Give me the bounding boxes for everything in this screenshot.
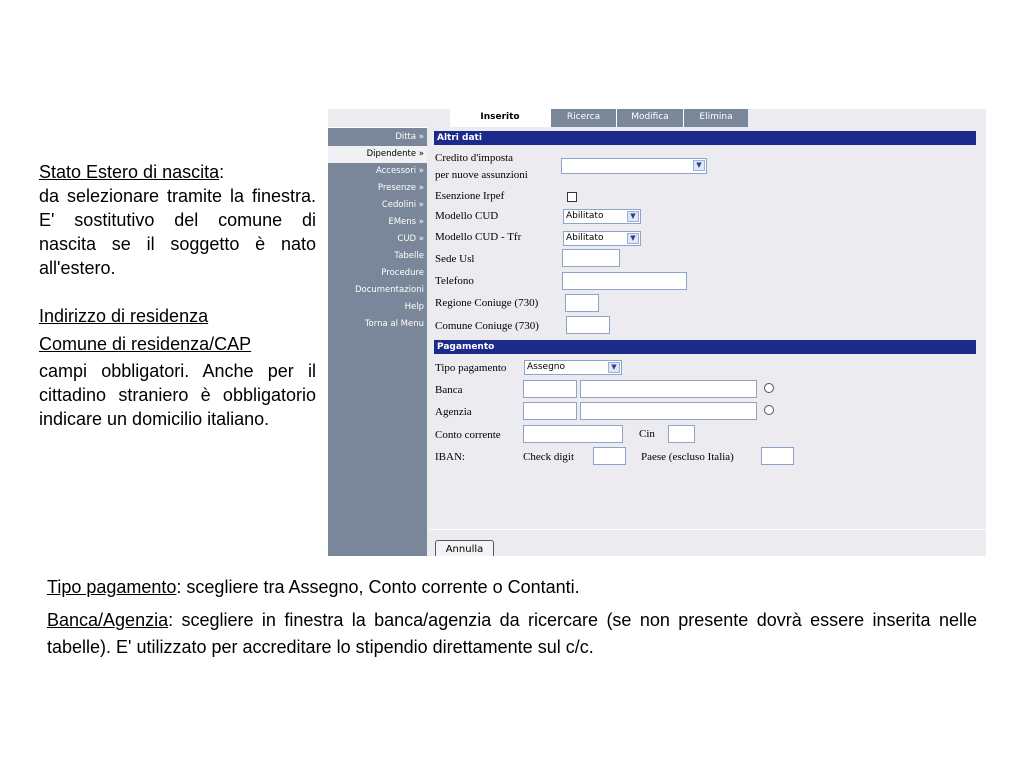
credito-label-line2: per nuove assunzioni bbox=[435, 169, 528, 181]
sidebar-item-presenze[interactable]: Presenze » bbox=[377, 183, 424, 193]
section-pagamento: Pagamento bbox=[434, 340, 976, 354]
sidebar-item-documentazioni[interactable]: Documentazioni bbox=[354, 285, 424, 295]
banca-code-input[interactable] bbox=[523, 380, 577, 398]
chevron-down-icon: ▼ bbox=[693, 160, 705, 171]
banca-title: Banca/Agenzia bbox=[47, 610, 169, 630]
tipo-pagamento-note bbox=[47, 574, 977, 601]
tipo-pagamento-value: Assegno bbox=[527, 362, 565, 372]
telefono-label: Telefono bbox=[435, 275, 474, 287]
tab-bar bbox=[328, 109, 986, 127]
tab-elimina[interactable]: Elimina bbox=[683, 109, 748, 127]
tab-inserito[interactable]: Inserito bbox=[450, 109, 550, 127]
tab-ricerca[interactable]: Ricerca bbox=[550, 109, 616, 127]
regione-coniuge-label: Regione Coniuge (730) bbox=[435, 297, 539, 309]
comune-title: Comune di residenza/CAP bbox=[39, 334, 252, 354]
agenzia-name-input[interactable] bbox=[580, 402, 757, 420]
tipo-title: Tipo pagamento bbox=[47, 577, 177, 597]
paese-input[interactable] bbox=[761, 447, 794, 465]
paese-label: Paese (escluso Italia) bbox=[641, 451, 734, 463]
sede-usl-label: Sede Usl bbox=[435, 253, 475, 265]
sidebar-item-help[interactable]: Help bbox=[404, 302, 424, 312]
agenzia-radio[interactable] bbox=[764, 405, 774, 415]
annulla-button[interactable]: Annulla bbox=[435, 540, 494, 556]
sidebar-item-dipendente[interactable]: Dipendente » bbox=[328, 146, 427, 163]
indirizzo-title: Indirizzo di residenza bbox=[39, 306, 209, 326]
credito-label-line1: Credito d'imposta bbox=[435, 152, 514, 164]
sede-usl-input[interactable] bbox=[562, 249, 620, 267]
esenzione-label: Esenzione Irpef bbox=[435, 190, 505, 202]
stato-description: da selezionare tramite la finestra. E' sostitutivo del comune di nascita se il soggetto è nato all'estero. bbox=[39, 186, 316, 278]
banca-label: Banca bbox=[435, 384, 463, 396]
modello-cud-value: Abilitato bbox=[566, 211, 604, 221]
banca-name-input[interactable] bbox=[580, 380, 757, 398]
sidebar-item-cedolini[interactable]: Cedolini » bbox=[381, 200, 424, 210]
modello-cud-select[interactable] bbox=[563, 209, 641, 224]
chevron-down-icon: ▼ bbox=[608, 362, 620, 373]
tipo-pagamento-select[interactable] bbox=[524, 360, 622, 375]
check-digit-label: Check digit bbox=[523, 451, 575, 463]
sidebar-item-accessori[interactable]: Accessori » bbox=[375, 166, 424, 176]
modello-cud-tfr-select[interactable] bbox=[563, 231, 641, 246]
left-notes bbox=[39, 160, 316, 431]
stato-title: Stato Estero di nascita bbox=[39, 162, 220, 182]
comune-coniuge-input[interactable] bbox=[566, 316, 610, 334]
banca-agenzia-note bbox=[47, 607, 977, 661]
sidebar-item-emens[interactable]: EMens » bbox=[388, 217, 424, 227]
app-window bbox=[328, 109, 986, 556]
stato-colon: : bbox=[219, 162, 225, 182]
modello-cud-tfr-value: Abilitato bbox=[566, 233, 604, 243]
agenzia-code-input[interactable] bbox=[523, 402, 577, 420]
tipo-pagamento-label: Tipo pagamento bbox=[435, 362, 507, 374]
banca-radio[interactable] bbox=[764, 383, 774, 393]
iban-label: IBAN: bbox=[435, 451, 465, 463]
cin-input[interactable] bbox=[668, 425, 695, 443]
sidebar-item-cud[interactable]: CUD » bbox=[397, 234, 424, 244]
section-altri-dati: Altri dati bbox=[434, 131, 976, 145]
credito-select[interactable] bbox=[561, 158, 707, 174]
comune-coniuge-label: Comune Coniuge (730) bbox=[435, 320, 539, 332]
sidebar-item-ditta[interactable]: Ditta » bbox=[395, 132, 424, 142]
cin-label: Cin bbox=[639, 428, 655, 440]
tab-modifica[interactable]: Modifica bbox=[616, 109, 683, 127]
sidebar bbox=[328, 127, 427, 556]
stato-heading bbox=[39, 160, 316, 184]
modello-cud-label: Modello CUD bbox=[435, 210, 499, 222]
modello-cud-tfr-label: Modello CUD - Tfr bbox=[435, 231, 522, 243]
conto-corrente-label: Conto corrente bbox=[435, 429, 501, 441]
esenzione-checkbox[interactable] bbox=[567, 192, 577, 202]
check-digit-input[interactable] bbox=[593, 447, 626, 465]
form-area bbox=[429, 128, 986, 556]
comune-description: campi obbligatori. Anche per il cittadino straniero è obbligatorio indicare un domicilio italiano. bbox=[39, 361, 316, 429]
sidebar-item-tabelle[interactable]: Tabelle bbox=[394, 251, 424, 261]
chevron-down-icon: ▼ bbox=[627, 211, 639, 222]
telefono-input[interactable] bbox=[562, 272, 687, 290]
sidebar-item-torna-al-menu[interactable]: Torna al Menu bbox=[364, 319, 424, 329]
sidebar-item-procedure[interactable]: Procedure bbox=[381, 268, 424, 278]
bottom-notes bbox=[47, 574, 977, 667]
banca-text: : scegliere in finestra la banca/agenzia da ricercare (se non presente dovrà essere inserita nelle tabelle). E' utilizzato per accreditare lo stipendio direttamente sul c/c. bbox=[47, 610, 977, 657]
conto-corrente-input[interactable] bbox=[523, 425, 623, 443]
chevron-down-icon: ▼ bbox=[627, 233, 639, 244]
form-divider bbox=[429, 529, 986, 530]
agenzia-label: Agenzia bbox=[435, 406, 472, 418]
tipo-text: : scegliere tra Assegno, Conto corrente o Contanti. bbox=[176, 577, 580, 597]
regione-coniuge-input[interactable] bbox=[565, 294, 599, 312]
